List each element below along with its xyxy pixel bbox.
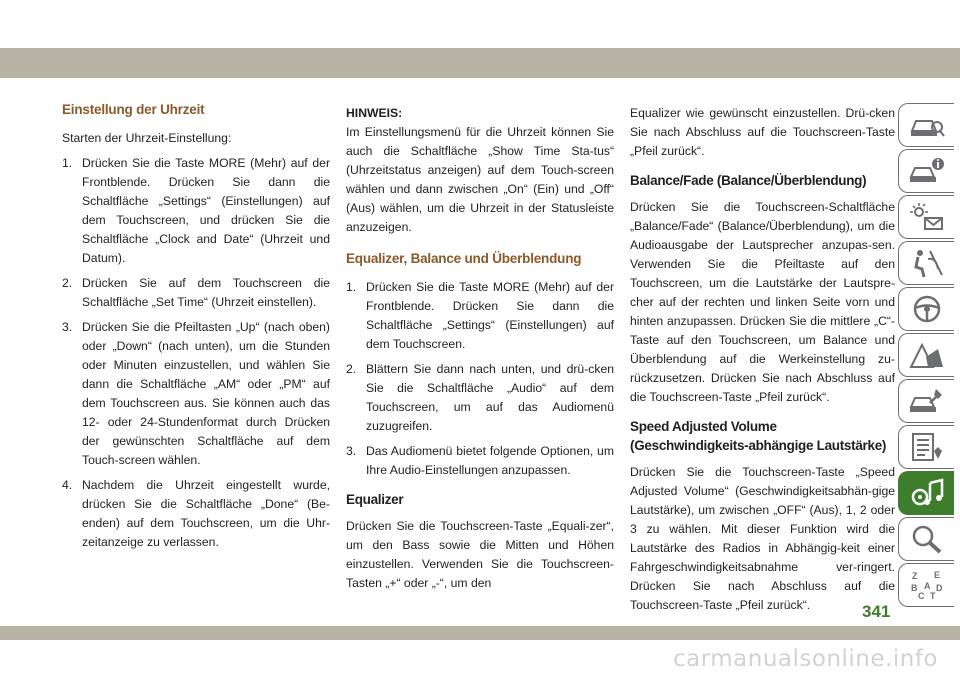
heading-equalizer: Equalizer <box>346 492 404 507</box>
top-margin <box>0 0 960 48</box>
alphabet-index-icon <box>908 569 946 601</box>
tab-warning-triangle[interactable] <box>898 333 954 377</box>
equalizer-text: Drücken Sie die Touchscreen-Taste „Equali-zer“, um den Bass sowie die Mitten und Höhen einzustellen. Verwenden Sie die Touchscreen-Tasten „+“ oder „-“, um den <box>346 519 614 590</box>
car-info-icon <box>908 155 946 187</box>
heading-equalizer-balance: Equalizer, Balance und Überblendung <box>346 251 582 266</box>
equalizer-text-continued: Equalizer wie gewünscht einzustellen. Drü-cken Sie nach Abschluss auf die Touchscreen-Taste „Pfeil zurück“. <box>630 106 895 158</box>
list-item: 3. Drücken Sie die Pfeiltasten „Up“ (nach oben) oder „Down“ (nach unten), um die Stunden oder Minuten einzustellen, und wählen Sie dann die Schaltfläche „AM“ oder „PM“ auf dem Touchscreen aus. Sie können auch das 12- oder 24-Stundenformat durch Drücken der gewünschten Schaltfläche auf dem Touch-screen wählen. <box>62 320 330 467</box>
checklist-icon <box>908 431 946 463</box>
balance-fade-text: Drücken Sie die Touchscreen-Schaltfläche „Balance/Fade“ (Balance/Überblendung), um die Audioausgabe der Lautsprecher anzupas-sen. Verwenden Sie die Pfeiltaste auf den Touchscreen, um die Lautstärke der Lautspre-cher auf der rechten und linken Seite vorn und hinten anzupassen. Drücken Sie die mittlere „C“-Taste auf den Touchscreen, um Balance und Überblendung auf die Werkeinstellung zu-rückzusetzen. Drücken Sie nach Abschluss auf die Touchscreen-Taste „Pfeil zurück“. <box>630 200 895 404</box>
list-item: 3. Das Audiomenü bietet folgende Optionen, um Ihre Audio-Einstellungen anzupassen. <box>346 444 614 477</box>
chapter-tabs <box>898 103 960 609</box>
note-label: HINWEIS: <box>346 106 403 120</box>
audio-steps-list <box>346 278 614 480</box>
clock-steps-list <box>62 154 330 552</box>
list-item: 4. Nachdem die Uhrzeit eingestellt wurde, drücken Sie die Schaltfläche „Done“ (Be-enden) auf dem Touchscreen, um die Uhr-zeitanzeige zu verlassen. <box>62 478 330 549</box>
watermark: carmanualsonline.info <box>672 646 938 672</box>
tab-steering-wheel[interactable] <box>898 287 954 331</box>
column-1 <box>62 100 330 558</box>
list-item: 2. Drücken Sie auf dem Touchscreen die Schaltfläche „Set Time“ (Uhrzeit einstellen). <box>62 276 330 309</box>
column-3 <box>630 104 895 621</box>
tab-airbag[interactable] <box>898 241 954 285</box>
footer-band <box>0 626 960 640</box>
steering-wheel-icon <box>908 293 946 325</box>
warning-triangle-icon <box>908 339 946 371</box>
list-item: 2. Blättern Sie dann nach unten, und drü-cken Sie die Schaltfläche „Audio“ auf dem Touchscreen, um auf das Audiomenü zuzugreifen. <box>346 362 614 433</box>
heading-balance-fade: Balance/Fade (Balance/Überblendung) <box>630 173 867 188</box>
tab-multimedia[interactable] <box>898 471 954 515</box>
column-2 <box>346 104 614 599</box>
header-band <box>0 48 960 78</box>
airbag-person-icon <box>908 247 946 279</box>
tab-search[interactable] <box>898 517 954 561</box>
page-number: 341 <box>862 602 891 621</box>
heading-clock-setting: Einstellung der Uhrzeit <box>62 102 205 117</box>
tab-checklist[interactable] <box>898 425 954 469</box>
svg-text:E: E <box>933 570 940 580</box>
tab-car-search[interactable] <box>898 103 954 147</box>
tab-warning-lights[interactable] <box>898 195 954 239</box>
car-search-icon <box>908 109 946 141</box>
svg-text:D: D <box>935 583 942 593</box>
svg-text:T: T <box>929 591 935 601</box>
list-item: 1. Drücken Sie die Taste MORE (Mehr) auf der Frontblende. Drücken Sie dann die Schaltfläche „Settings“ (Einstellungen) auf dem Touchscreen, und drücken Sie die Schaltfläche „Clock and Date“ (Uhrzeit und Datum). <box>62 156 330 265</box>
tab-car-service[interactable] <box>898 379 954 423</box>
svg-text:C: C <box>917 591 924 601</box>
magnifier-icon <box>908 523 946 555</box>
svg-text:Z: Z <box>911 571 917 581</box>
svg-text:A: A <box>923 581 930 591</box>
tab-car-info[interactable] <box>898 149 954 193</box>
tab-index[interactable] <box>898 563 954 607</box>
music-navigation-icon <box>908 477 946 509</box>
list-item: 1. Drücken Sie die Taste MORE (Mehr) auf der Frontblende. Drücken Sie dann die Schaltfläche „Settings“ (Einstellungen) auf dem Touchscreen. <box>346 280 614 351</box>
speed-adjusted-volume-text: Drücken Sie die Touchscreen-Taste „Speed Adjusted Volume“ (Geschwindigkeitsabhän-gige Lautstärke), um zwischen „OFF“ (Aus), 1, 2 oder 3 zu wählen. Mit dieser Funktion wird die Lautstärke des Radios in Abhängig-keit einer Fahrgeschwindigkeitsabnahme ver-ringert. Drücken Sie nach Abschluss auf die Touchscreen-Taste „Pfeil zurück“. <box>630 465 895 612</box>
intro-text: Starten der Uhrzeit-Einstellung: <box>62 131 232 145</box>
svg-text:B: B <box>910 583 917 593</box>
note-text: Im Einstellungsmenü für die Uhrzeit können Sie auch die Schaltfläche „Show Time Sta-tus“ (Uhrzeitstatus anzeigen) auf dem Touch-screen wählen und dann zwischen „On“ (Ein) und „Off“ (Aus) wählen, um die Uhrzeit in der Statusleiste anzuzeigen. <box>346 125 614 234</box>
heading-speed-adjusted-volume: Speed Adjusted Volume (Geschwindigkeits-abhängige Lautstärke) <box>630 419 887 453</box>
car-wrench-icon <box>908 385 946 417</box>
warning-lights-icon <box>908 201 946 233</box>
